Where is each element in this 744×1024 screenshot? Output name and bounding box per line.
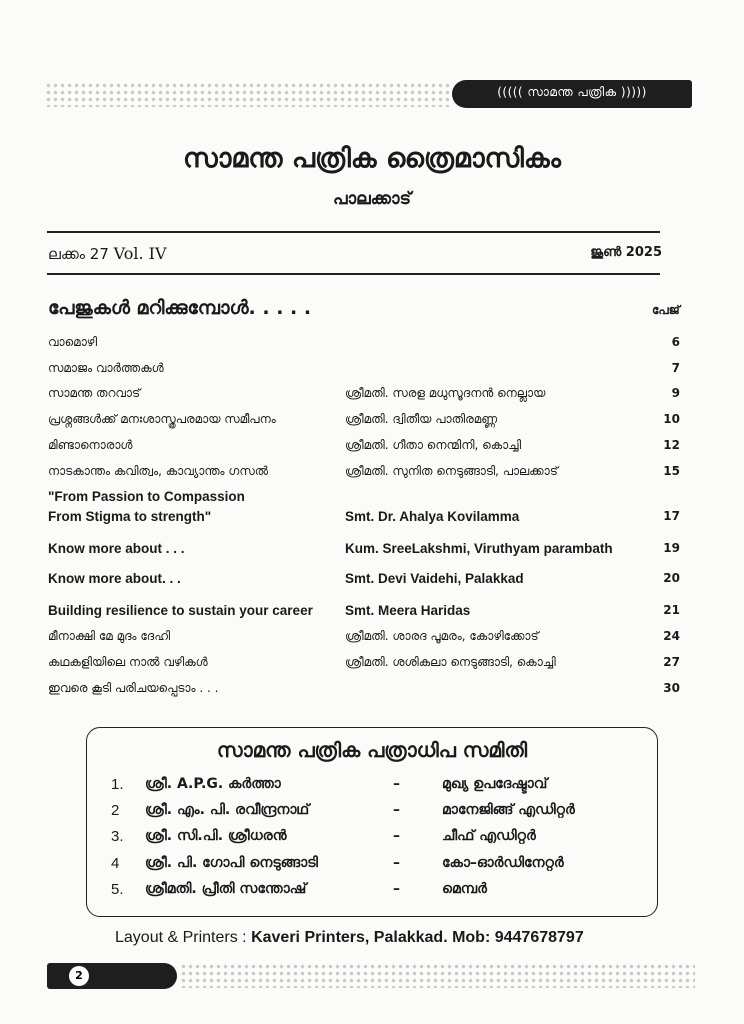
member-name: ശ്രീ. പി. ഗോപി നെടുങ്ങാടി — [145, 855, 318, 871]
toc-title: സാമന്ത തറവാട് — [48, 386, 141, 400]
toc-title-line2: From Stigma to strength" — [48, 509, 212, 524]
member-name: ശ്രീ. എം. പി. രവീന്ദ്രനാഥ് — [145, 802, 310, 818]
toc-page: 6 — [671, 335, 680, 349]
toc-entry — [0, 603, 744, 623]
toc-author: ശ്രീമതി. ശശികലാ നെടുങ്ങാടി, കൊച്ചി — [345, 655, 556, 669]
board-member — [87, 828, 657, 854]
toc-heading: പേജുകൾ മറിക്കുമ്പോൾ. . . . . — [48, 297, 312, 319]
toc-title: ഇവരെ കൂടി പരിചയപ്പെടാം . . . — [48, 681, 219, 695]
board-title: സാമന്ത പത്രിക പത്രാധിപ സമിതി — [216, 738, 528, 762]
member-role: മാനേജിങ്ങ് എഡിറ്റർ — [442, 802, 575, 818]
volume-number: Vol. IV — [113, 244, 167, 263]
toc-title: സമാജം വാർത്തകൾ — [48, 361, 164, 375]
toc-page: 30 — [663, 681, 680, 695]
banner-text: ((((( സാമന്ത പത്രിക ))))) — [497, 85, 647, 99]
header-banner — [452, 80, 692, 108]
member-dash: – — [393, 881, 400, 897]
toc-entry — [0, 412, 744, 432]
printer-credit — [115, 929, 584, 947]
toc-author: ശ്രീമതി. ശാരദ പൂമരം, കോഴിക്കോട് — [345, 629, 539, 643]
member-name: ശ്രീ. A.P.G. കർത്താ — [145, 776, 281, 792]
member-dash: – — [393, 802, 400, 818]
toc-title: വാമൊഴി — [48, 335, 98, 349]
page-number-bar — [47, 963, 177, 989]
toc-author: ശ്രീമതി. ഗീതാ നെന്മിനി, കൊച്ചി — [345, 438, 522, 452]
magazine-place: പാലക്കാട് — [332, 189, 412, 209]
member-number: 1. — [111, 776, 124, 793]
member-role: മെമ്പർ — [442, 881, 487, 897]
toc-page: 21 — [663, 603, 680, 617]
toc-page: 12 — [663, 438, 680, 452]
toc-entry — [0, 629, 744, 649]
toc-page: 10 — [663, 412, 680, 426]
board-member — [87, 881, 657, 907]
member-name: ശ്രീമതി. പ്രീതി സന്തോഷ് — [145, 881, 307, 897]
toc-title: കഥകളിയിലെ നാൽ വഴികൾ — [48, 655, 208, 669]
toc-entry — [0, 655, 744, 675]
toc-page-label: പേജ് — [652, 303, 680, 317]
toc-author: Smt. Devi Vaidehi, Palakkad — [345, 571, 524, 586]
member-dash: – — [393, 776, 400, 792]
dot-pattern-bottom — [180, 963, 695, 988]
toc-title: മിണ്ടാനൊരാൾ — [48, 438, 133, 452]
board-member — [87, 802, 657, 828]
issue-number: ലക്കം 27 — [48, 245, 109, 263]
toc-entry — [0, 335, 744, 355]
toc-page: 20 — [663, 571, 680, 585]
toc-entry — [0, 681, 744, 701]
toc-entry — [0, 464, 744, 484]
member-role: ചീഫ് എഡിറ്റർ — [442, 828, 536, 844]
toc-entry — [0, 489, 744, 524]
editorial-board — [86, 727, 658, 917]
board-member — [87, 855, 657, 881]
member-number: 3. — [111, 828, 124, 845]
toc-page: 17 — [663, 509, 680, 523]
toc-author: Smt. Dr. Ahalya Kovilamma — [345, 509, 520, 524]
board-member — [87, 776, 657, 802]
toc-title: മീനാക്ഷി മേ മുദം ദേഹി — [48, 629, 171, 643]
toc-title: "From Passion to Compassion — [48, 489, 245, 504]
toc-title: Building resilience to sustain your career — [48, 603, 313, 618]
toc-title: Know more about . . . — [48, 541, 185, 556]
member-number: 5. — [111, 881, 124, 898]
toc-title: പ്രശ്നങ്ങൾക്ക് മനഃശാസ്ത്രപരമായ സമീപനം — [48, 412, 276, 426]
toc-author: Kum. SreeLakshmi, Viruthyam parambath — [345, 541, 613, 556]
member-role: കോ–ഓർഡിനേറ്റർ — [442, 855, 564, 871]
issue-info — [48, 244, 167, 263]
printer-value: Kaveri Printers, Palakkad. Mob: 9447678797 — [251, 929, 584, 946]
bottom-rule — [47, 273, 660, 275]
member-name: ശ്രീ. സി.പി. ശ്രീധരൻ — [145, 828, 287, 844]
issue-date: ജൂൺ 2025 — [590, 245, 662, 260]
toc-page: 15 — [663, 464, 680, 478]
toc-author: ശ്രീമതി. സരള മധുസൂദനൻ നെല്ലായ — [345, 386, 546, 400]
toc-author: ശ്രീമതി. ദ്വിതീയ പാതിരമണ്ണ — [345, 412, 498, 426]
top-rule — [47, 231, 660, 233]
member-dash: – — [393, 855, 400, 871]
toc-page: 27 — [663, 655, 680, 669]
toc-title: നാടകാന്തം കവിത്വം, കാവ്യാന്തം ഗസൽ — [48, 464, 269, 478]
page-number: 2 — [69, 966, 89, 986]
toc-entry — [0, 571, 744, 591]
toc-page: 7 — [671, 361, 680, 375]
toc-author: ശ്രീമതി. സുനിത നെടുങ്ങാടി, പാലക്കാട് — [345, 464, 558, 478]
toc-author: Smt. Meera Haridas — [345, 603, 471, 618]
magazine-title: സാമന്ത പത്രിക ത്രൈമാസികം — [183, 143, 561, 174]
toc-title: Know more about. . . — [48, 571, 181, 586]
member-number: 2 — [111, 802, 120, 819]
toc-page: 24 — [663, 629, 680, 643]
toc-entry — [0, 361, 744, 381]
toc-entry — [0, 438, 744, 458]
member-role: മുഖ്യ ഉപദേഷ്ടാവ് — [442, 776, 548, 792]
member-dash: – — [393, 828, 400, 844]
toc-entry — [0, 386, 744, 406]
toc-page: 9 — [671, 386, 680, 400]
dot-pattern-top — [45, 82, 450, 107]
toc-entry — [0, 541, 744, 561]
printer-label: Layout & Printers : — [115, 929, 247, 946]
member-number: 4 — [111, 855, 120, 872]
toc-page: 19 — [663, 541, 680, 555]
